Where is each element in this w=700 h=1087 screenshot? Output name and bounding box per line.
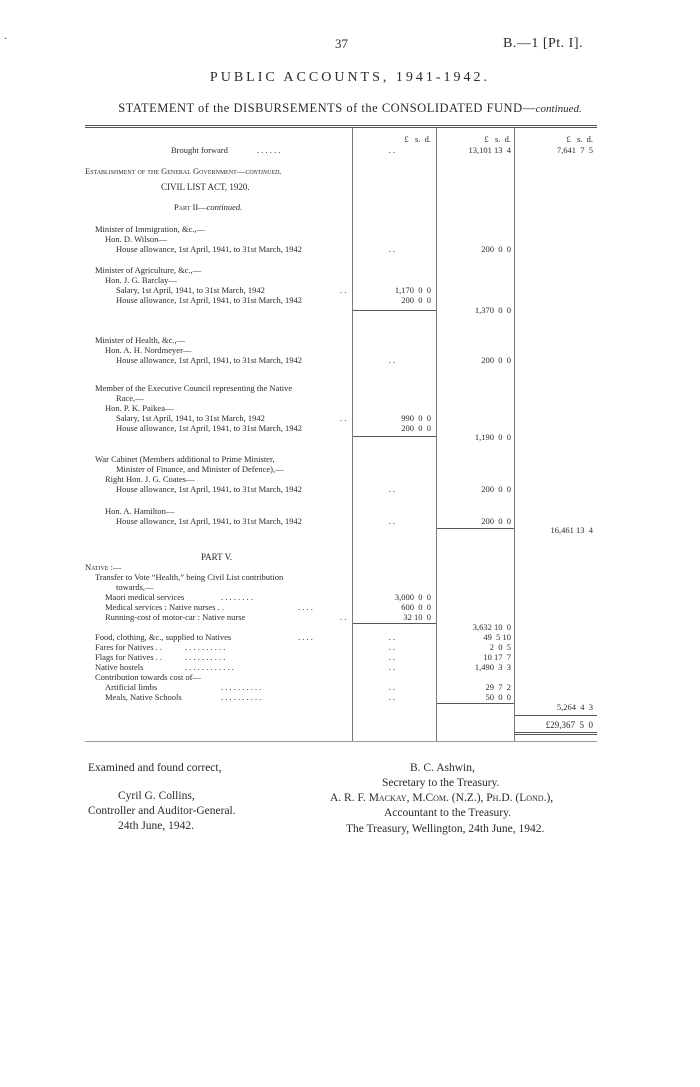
- native-race-house-col1: 200 0 0: [401, 423, 431, 433]
- medical-services-col1: 600 0 0: [401, 602, 431, 612]
- meals-label: Meals, Native Schools: [105, 692, 182, 702]
- leader-dots: . . . . . . . . . .: [221, 682, 262, 692]
- agriculture-line-3: Salary, 1st April, 1941, to 31st March, 1942: [116, 285, 265, 295]
- maori-medical-label: Maori medical services: [105, 592, 185, 602]
- leader-dots: . . . .: [298, 602, 313, 612]
- brought-forward-col3: 7,641 7 5: [556, 145, 593, 155]
- leader-dots: . . . . . . . . . . . .: [185, 662, 234, 672]
- accountant-name: A. R. F. Mackay, M.Com. (N.Z.), Ph.D. (Lond.),: [330, 792, 554, 804]
- hamilton-col1: . .: [388, 516, 395, 526]
- health-line-1: Minister of Health, &c.,—: [95, 335, 186, 345]
- fares-label: Fares for Natives . .: [95, 642, 163, 652]
- auditor-title: Controller and Auditor-General.: [88, 805, 236, 817]
- transfer-col2: 3,632 10 0: [472, 622, 511, 632]
- leader-dots: . .: [340, 413, 347, 423]
- contribution-label: Contribution towards cost of—: [95, 672, 202, 682]
- native-race-line-1: Member of the Executive Council representing the Native: [95, 383, 293, 393]
- subtotal-rule: [437, 528, 514, 529]
- health-line-2: Hon. A. H. Nordmeyer—: [105, 345, 192, 355]
- immigration-line-3: House allowance, 1st April, 1941, to 31st March, 1942: [116, 244, 303, 254]
- column-header-3: £ s. d.: [566, 134, 593, 144]
- running-cost-col1: 32 10 0: [403, 612, 431, 622]
- hostels-col2: 1,490 3 3: [474, 662, 511, 672]
- agriculture-house-col1: 200 0 0: [401, 295, 431, 305]
- fares-col1: . .: [388, 642, 395, 652]
- secretary-name: B. C. Ashwin,: [410, 762, 475, 774]
- accountant-title: Accountant to the Treasury.: [384, 807, 512, 819]
- leader-dots: . . . . . .: [257, 145, 281, 155]
- fares-col2: 2 0 5: [489, 642, 511, 652]
- food-label: Food, clothing, &c., supplied to Natives: [95, 632, 232, 642]
- auditor-name: Cyril G. Collins,: [118, 790, 195, 802]
- immigration-line-1: Minister of Immigration, &c.,—: [95, 224, 206, 234]
- brought-forward-label: Brought forward: [171, 145, 228, 155]
- medical-services-label: Medical services : Native nurses . .: [105, 602, 224, 612]
- leader-dots: . . . . . . . . . .: [185, 652, 226, 662]
- part-v-heading: PART V.: [201, 552, 233, 562]
- agriculture-col2: 1,370 0 0: [474, 305, 511, 315]
- grand-total-double-rule: [515, 732, 597, 735]
- meals-col2: 50 0 0: [485, 692, 511, 702]
- treasury-place-date: The Treasury, Wellington, 24th June, 1942.: [346, 823, 545, 835]
- limbs-label: Artificial limbs: [105, 682, 158, 692]
- table-top-rule: [85, 125, 597, 126]
- section-heading: Establishment of the General Government—continued.: [85, 166, 282, 176]
- subtotal-rule: [353, 436, 436, 437]
- immigration-col1: . .: [388, 244, 395, 254]
- war-cabinet-line-5: House allowance, 1st April, 1941, to 31st March, 1942: [116, 516, 303, 526]
- subtotal-rule: [437, 703, 514, 704]
- health-col1: . .: [388, 355, 395, 365]
- act-heading: CIVIL LIST ACT, 1920.: [161, 182, 250, 192]
- health-line-3: House allowance, 1st April, 1941, to 31st March, 1942: [116, 355, 303, 365]
- column-divider-3: [514, 128, 515, 742]
- war-cabinet-line-1: War Cabinet (Members additional to Prime Minister,: [95, 454, 275, 464]
- food-col1: . .: [388, 632, 395, 642]
- brought-forward-col1: . .: [388, 145, 395, 155]
- column-header-1: £ s. d.: [404, 134, 431, 144]
- audit-date: 24th June, 1942.: [118, 820, 195, 832]
- grand-total: £29,367 5 0: [545, 720, 593, 730]
- disbursements-table: [85, 125, 597, 742]
- margin-mark: ·: [4, 34, 8, 45]
- table-bottom-rule: [85, 741, 597, 742]
- flags-label: Flags for Natives . .: [95, 652, 163, 662]
- meals-col1: . .: [388, 692, 395, 702]
- statement-subtitle: STATEMENT of the DISBURSEMENTS of the CONSOLIDATED FUND—continued.: [118, 101, 582, 115]
- leader-dots: . .: [340, 285, 347, 295]
- limbs-col2: 29 7 2: [485, 682, 511, 692]
- part-v-total-col3: 5,264 4 3: [556, 702, 593, 712]
- leader-dots: . . . . . . . .: [221, 592, 253, 602]
- war-cabinet-line-3: House allowance, 1st April, 1941, to 31st March, 1942: [116, 484, 303, 494]
- agriculture-line-2: Hon. J. G. Barclay—: [105, 275, 177, 285]
- part-ii-total-col3: 16,461 13 4: [550, 525, 593, 535]
- war-cabinet-line-1b: Minister of Finance, and Minister of Defence),—: [116, 464, 284, 474]
- native-race-col2: 1,190 0 0: [474, 432, 511, 442]
- native-race-salary-col1: 990 0 0: [401, 413, 431, 423]
- immigration-col2: 200 0 0: [481, 244, 511, 254]
- hostels-col1: . .: [388, 662, 395, 672]
- leader-dots: . . . .: [298, 632, 313, 642]
- column-header-2: £ s. d.: [484, 134, 511, 144]
- page-number: 37: [335, 36, 348, 51]
- native-heading: Native :—: [85, 562, 122, 572]
- limbs-col1: . .: [388, 682, 395, 692]
- coates-col1: . .: [388, 484, 395, 494]
- examined-statement: Examined and found correct,: [88, 762, 222, 774]
- brought-forward-col2: 13,101 13 4: [468, 145, 511, 155]
- column-divider-2: [436, 128, 437, 742]
- coates-col2: 200 0 0: [481, 484, 511, 494]
- leader-dots: . . . . . . . . . .: [185, 642, 226, 652]
- table-top-rule-2: [85, 127, 597, 128]
- maori-medical-col1: 3,000 0 0: [394, 592, 431, 602]
- agriculture-salary-col1: 1,170 0 0: [394, 285, 431, 295]
- native-race-line-1b: Race,—: [116, 393, 144, 403]
- flags-col1: . .: [388, 652, 395, 662]
- transfer-line-2: towards,—: [116, 582, 154, 592]
- part-ii-heading: Part II—continued.: [174, 202, 243, 212]
- leader-dots: . . . . . . . . . .: [221, 692, 262, 702]
- native-race-line-2: Hon. P. K. Paikea—: [105, 403, 174, 413]
- food-col2: 49 5 10: [483, 632, 511, 642]
- secretary-title: Secretary to the Treasury.: [382, 777, 500, 789]
- subtotal-rule: [353, 310, 436, 311]
- subtotal-rule: [353, 623, 436, 624]
- flags-col2: 10 17 7: [483, 652, 511, 662]
- agriculture-line-1: Minister of Agriculture, &c.,—: [95, 265, 202, 275]
- leader-dots: . .: [340, 612, 347, 622]
- war-cabinet-line-2: Right Hon. J. G. Coates—: [105, 474, 195, 484]
- total-rule: [515, 715, 597, 716]
- native-race-line-3: Salary, 1st April, 1941, to 31st March, 1942: [116, 413, 265, 423]
- transfer-line-1: Transfer to Vote “Health,” being Civil List contribution: [95, 572, 284, 582]
- hamilton-col2: 200 0 0: [481, 516, 511, 526]
- immigration-line-2: Hon. D. Wilson—: [105, 234, 167, 244]
- health-col2: 200 0 0: [481, 355, 511, 365]
- agriculture-line-4: House allowance, 1st April, 1941, to 31st March, 1942: [116, 295, 303, 305]
- hostels-label: Native hostels: [95, 662, 144, 672]
- document-reference: B.—1 [Pt. I].: [503, 36, 583, 51]
- running-cost-label: Running-cost of motor-car : Native nurse: [105, 612, 246, 622]
- war-cabinet-line-4: Hon. A. Hamilton—: [105, 506, 175, 516]
- native-race-line-4: House allowance, 1st April, 1941, to 31st March, 1942: [116, 423, 303, 433]
- page-title: PUBLIC ACCOUNTS, 1941-1942.: [209, 70, 491, 85]
- column-divider-1: [352, 128, 353, 742]
